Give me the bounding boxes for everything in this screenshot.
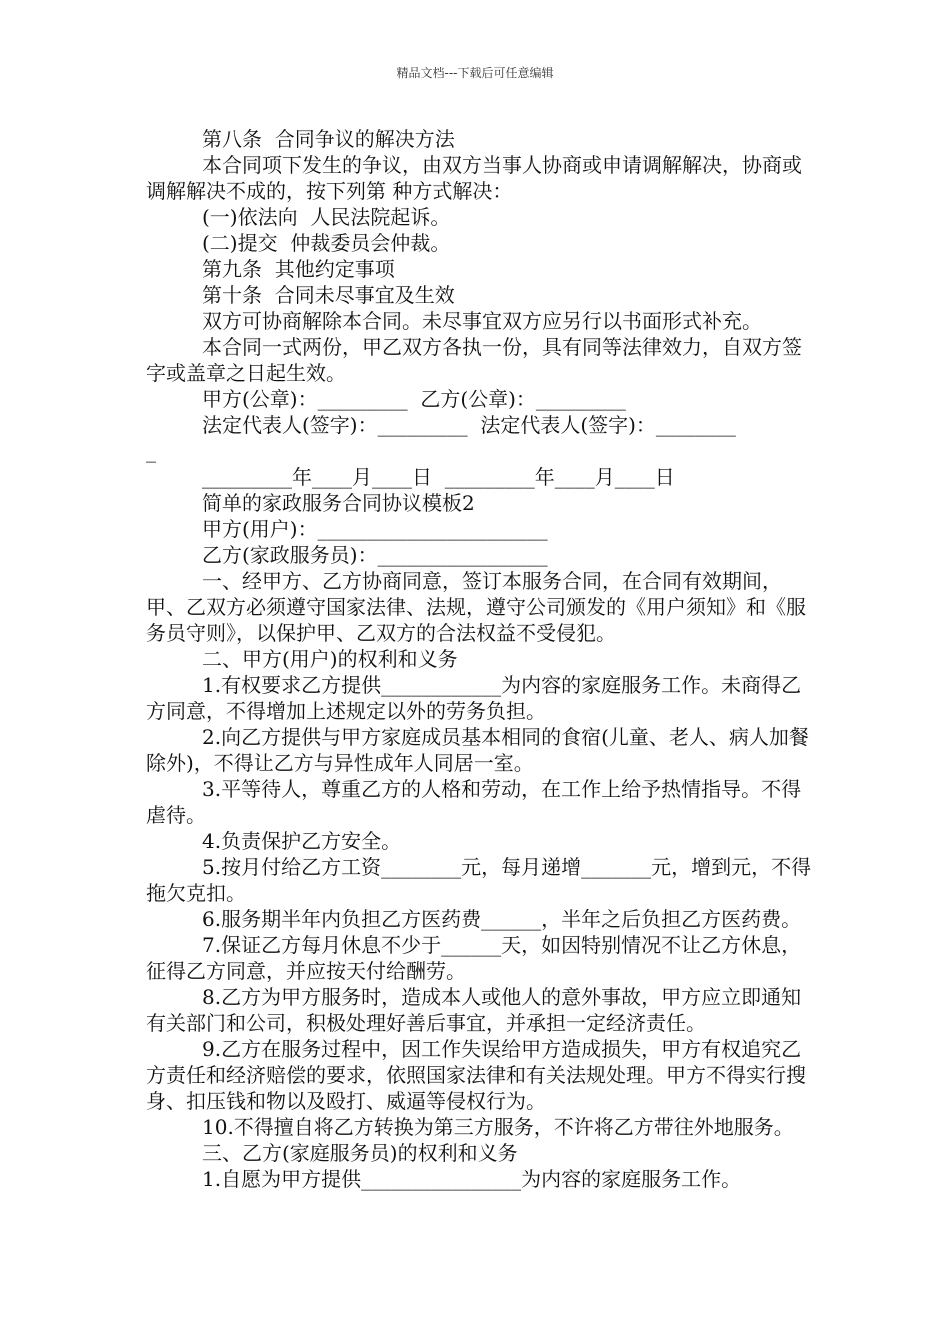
seal-line: 甲方(公章)：_________ 乙方(公章)：_________ — [202, 387, 626, 411]
page-header: 精品文档---下载后可任意编辑 — [396, 66, 554, 80]
document-body — [146, 126, 818, 1192]
section-1-paragraph: 一、经甲方、乙方协商同意，签订本服务合同，在合同有效期间，甲、乙双方必须遵守国家法律、法规，遵守公司颁发的《用户须知》和《服务员守则》，以保护甲、乙双方的合法权益不受侵犯。 — [146, 569, 806, 645]
section-3-heading: 三、乙方(家庭服务员)的权利和义务 — [202, 1141, 518, 1165]
article-10-heading: 第十条 合同未尽事宜及生效 — [202, 283, 455, 307]
dispute-paragraph: 本合同项下发生的争议，由双方当事人协商或申请调解解决，协商或调解解决不成的，按下列第 种方式解决： — [146, 153, 802, 203]
article-8-heading: 第八条 合同争议的解决方法 — [202, 127, 455, 151]
section-2-item-2: 2.向乙方提供与甲方家庭成员基本相同的食宿(儿童、老人、病人加餐除外)，不得让乙方与异性成年人同居一室。 — [146, 725, 809, 775]
article-9-heading: 第九条 其他约定事项 — [202, 257, 395, 281]
date-line: _________年____月____日 _________年____月____日 — [202, 465, 675, 489]
section-3-item-1: 1.自愿为甲方提供________________为内容的家庭服务工作。 — [202, 1167, 742, 1191]
section-2-item-8: 8.乙方为甲方服务时，造成本人或他人的意外事故，甲方应立即通知有关部门和公司，积极处理好善后事宜，并承担一定经济责任。 — [146, 985, 802, 1035]
section-2-item-9: 9.乙方在服务过程中，因工作失误给甲方造成损失，甲方有权追究乙方责任和经济赔偿的要求，依照国家法律和有关法规处理。甲方不得实行搜身、扣压钱和物以及殴打、威逼等侵权行为。 — [146, 1037, 806, 1113]
dispute-option-2: (二)提交 仲裁委员会仲裁。 — [202, 231, 451, 255]
section-2-item-3: 3.平等待人，尊重乙方的人格和劳动，在工作上给予热情指导。不得虐待。 — [146, 777, 802, 827]
effect-paragraph: 本合同一式两份，甲乙双方各执一份，具有同等法律效力，自双方签字或盖章之日起生效。 — [146, 335, 802, 385]
termination-paragraph: 双方可协商解除本合同。未尽事宜双方应另行以书面形式补充。 — [202, 309, 762, 333]
party-a-line: 甲方(用户)：_______________________ — [202, 517, 548, 541]
section-2-item-4: 4.负责保护乙方安全。 — [202, 829, 402, 853]
section-2-heading: 二、甲方(用户)的权利和义务 — [202, 647, 458, 671]
dispute-option-1: (一)依法向 人民法院起诉。 — [202, 205, 451, 229]
section-2-item-1: 1.有权要求乙方提供____________为内容的家庭服务工作。未商得乙方同意，不得增加上述规定以外的劳务负担。 — [146, 673, 802, 723]
signature-line: 法定代表人(签字)：_________ 法定代表人(签字)：________ — [202, 413, 736, 437]
section-2-item-5: 5.按月付给乙方工资________元，每月递增_______元，增到元，不得拖欠克扣。 — [146, 855, 812, 905]
section-2-item-7: 7.保证乙方每月休息不少于______天，如因特别情况不让乙方休息，征得乙方同意，并应按天付给酬劳。 — [146, 933, 802, 983]
signature-line-overflow: _ — [146, 439, 156, 463]
section-2-item-10: 10.不得擅自将乙方转换为第三方服务，不许将乙方带往外地服务。 — [202, 1115, 794, 1139]
section-2-item-6: 6.服务期半年内负担乙方医药费______，半年之后负担乙方医药费。 — [202, 907, 802, 931]
party-b-line: 乙方(家政服务员)：_________________ — [202, 543, 548, 567]
template-title: 简单的家政服务合同协议模板2 — [202, 491, 475, 515]
